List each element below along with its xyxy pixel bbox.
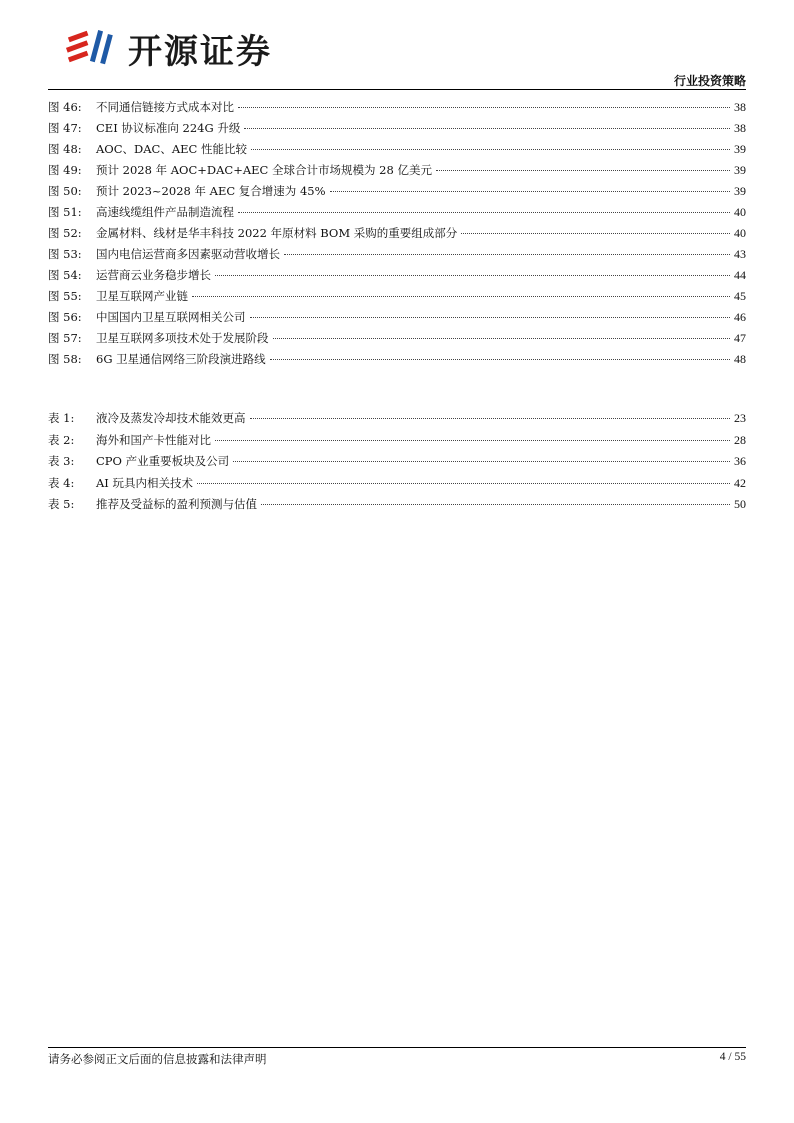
- table-title: AI 玩具内相关技术: [96, 475, 194, 490]
- dot-leader: [215, 440, 730, 441]
- figure-title: 高速线缆组件产品制造流程: [96, 205, 234, 219]
- table-title: CPO 产业重要板块及公司: [96, 454, 230, 468]
- table-page: 23: [734, 411, 746, 425]
- figure-page: 39: [734, 163, 746, 177]
- figure-title: 不同通信链接方式成本对比: [96, 100, 234, 114]
- dot-leader: [436, 170, 730, 171]
- dot-leader: [238, 212, 730, 213]
- figure-label: 图 54:: [48, 268, 82, 282]
- page-number: 4 / 55: [719, 1051, 746, 1063]
- figure-entry[interactable]: [48, 328, 746, 349]
- figure-entry[interactable]: [48, 160, 746, 181]
- table-entry[interactable]: [48, 430, 746, 452]
- figure-label: 图 47:: [48, 121, 82, 135]
- figure-page: 48: [734, 352, 746, 366]
- figure-entry[interactable]: [48, 181, 746, 202]
- dot-leader: [238, 107, 730, 108]
- dot-leader: [250, 317, 731, 318]
- figure-title: 金属材料、线材是华丰科技 2022 年原材料 BOM 采购的重要组成部分: [96, 226, 458, 240]
- brand-logo: [64, 24, 272, 72]
- figure-list: [48, 97, 746, 370]
- table-label: 表 3:: [48, 454, 75, 468]
- figure-page: 46: [734, 310, 746, 324]
- figure-title: 国内电信运营商多因素驱动营收增长: [96, 247, 280, 261]
- dot-leader: [284, 254, 730, 255]
- brand-logo-icon: [64, 24, 120, 72]
- figure-label: 图 56:: [48, 310, 82, 324]
- figure-entry[interactable]: [48, 97, 746, 118]
- table-page: 50: [734, 497, 746, 511]
- figure-entry[interactable]: [48, 139, 746, 160]
- dot-leader: [273, 338, 731, 339]
- figure-page: 40: [734, 226, 746, 240]
- figure-title: 卫星互联网产业链: [96, 289, 188, 303]
- figure-entry[interactable]: [48, 244, 746, 265]
- table-label: 表 5:: [48, 497, 75, 511]
- figure-label: 图 57:: [48, 331, 82, 345]
- dot-leader: [261, 504, 730, 505]
- table-page: 42: [734, 475, 746, 490]
- figure-page: 39: [734, 184, 746, 198]
- table-entry[interactable]: [48, 494, 746, 516]
- dot-leader: [270, 359, 730, 360]
- table-entry[interactable]: [48, 473, 746, 495]
- dot-leader: [233, 461, 730, 462]
- figure-label: 图 53:: [48, 247, 82, 261]
- table-list: [48, 408, 746, 516]
- figure-title: 预计 2028 年 AOC+DAC+AEC 全球合计市场规模为 28 亿美元: [96, 163, 432, 177]
- figure-page: 47: [734, 331, 746, 345]
- figure-entry[interactable]: [48, 202, 746, 223]
- figure-page: 40: [734, 205, 746, 219]
- table-title: 液冷及蒸发冷却技术能效更高: [96, 411, 246, 425]
- figure-page: 38: [734, 100, 746, 114]
- figure-label: 图 46:: [48, 100, 82, 114]
- figure-entry[interactable]: [48, 286, 746, 307]
- figure-label: 图 48:: [48, 142, 82, 156]
- table-label: 表 1:: [48, 411, 75, 425]
- dot-leader: [197, 483, 730, 484]
- table-label: 表 2:: [48, 432, 75, 447]
- figure-entry[interactable]: [48, 223, 746, 244]
- footer-disclaimer: 请务必参阅正文后面的信息披露和法律声明: [48, 1052, 267, 1066]
- dot-leader: [215, 275, 730, 276]
- figure-page: 39: [734, 142, 746, 156]
- figure-title: 中国国内卫星互联网相关公司: [96, 310, 246, 324]
- dot-leader: [244, 128, 730, 129]
- figure-title: 卫星互联网多项技术处于发展阶段: [96, 331, 269, 345]
- figure-title: 运营商云业务稳步增长: [96, 268, 211, 282]
- table-title: 推荐及受益标的盈利预测与估值: [96, 497, 257, 511]
- table-label: 表 4:: [48, 475, 75, 490]
- figure-entry[interactable]: [48, 307, 746, 328]
- figure-title: AOC、DAC、AEC 性能比较: [96, 142, 248, 156]
- table-title: 海外和国产卡性能对比: [96, 432, 211, 447]
- figure-label: 图 52:: [48, 226, 82, 240]
- figure-entry[interactable]: [48, 265, 746, 286]
- figure-page: 44: [734, 268, 746, 282]
- figure-entry[interactable]: [48, 349, 746, 370]
- dot-leader: [330, 191, 730, 192]
- figure-title: 预计 2023~2028 年 AEC 复合增速为 45%: [96, 184, 326, 198]
- figure-page: 43: [734, 247, 746, 261]
- figure-label: 图 51:: [48, 205, 82, 219]
- table-page: 36: [734, 454, 746, 468]
- figure-title: CEI 协议标准向 224G 升级: [96, 121, 241, 135]
- figure-label: 图 58:: [48, 352, 82, 366]
- dot-leader: [461, 233, 730, 234]
- brand-name: 开源证券: [128, 31, 272, 72]
- figure-title: 6G 卫星通信网络三阶段演进路线: [96, 352, 266, 366]
- figure-page: 38: [734, 121, 746, 135]
- figure-label: 图 50:: [48, 184, 82, 198]
- header-divider: [48, 89, 746, 90]
- figure-entry[interactable]: [48, 118, 746, 139]
- dot-leader: [250, 418, 731, 419]
- table-entry[interactable]: [48, 408, 746, 430]
- figure-label: 图 49:: [48, 163, 82, 177]
- table-page: 28: [734, 432, 746, 447]
- figure-label: 图 55:: [48, 289, 82, 303]
- table-entry[interactable]: [48, 451, 746, 473]
- report-type: 行业投资策略: [673, 74, 746, 88]
- footer-divider: [48, 1047, 746, 1048]
- dot-leader: [251, 149, 730, 150]
- dot-leader: [192, 296, 730, 297]
- figure-page: 45: [734, 289, 746, 303]
